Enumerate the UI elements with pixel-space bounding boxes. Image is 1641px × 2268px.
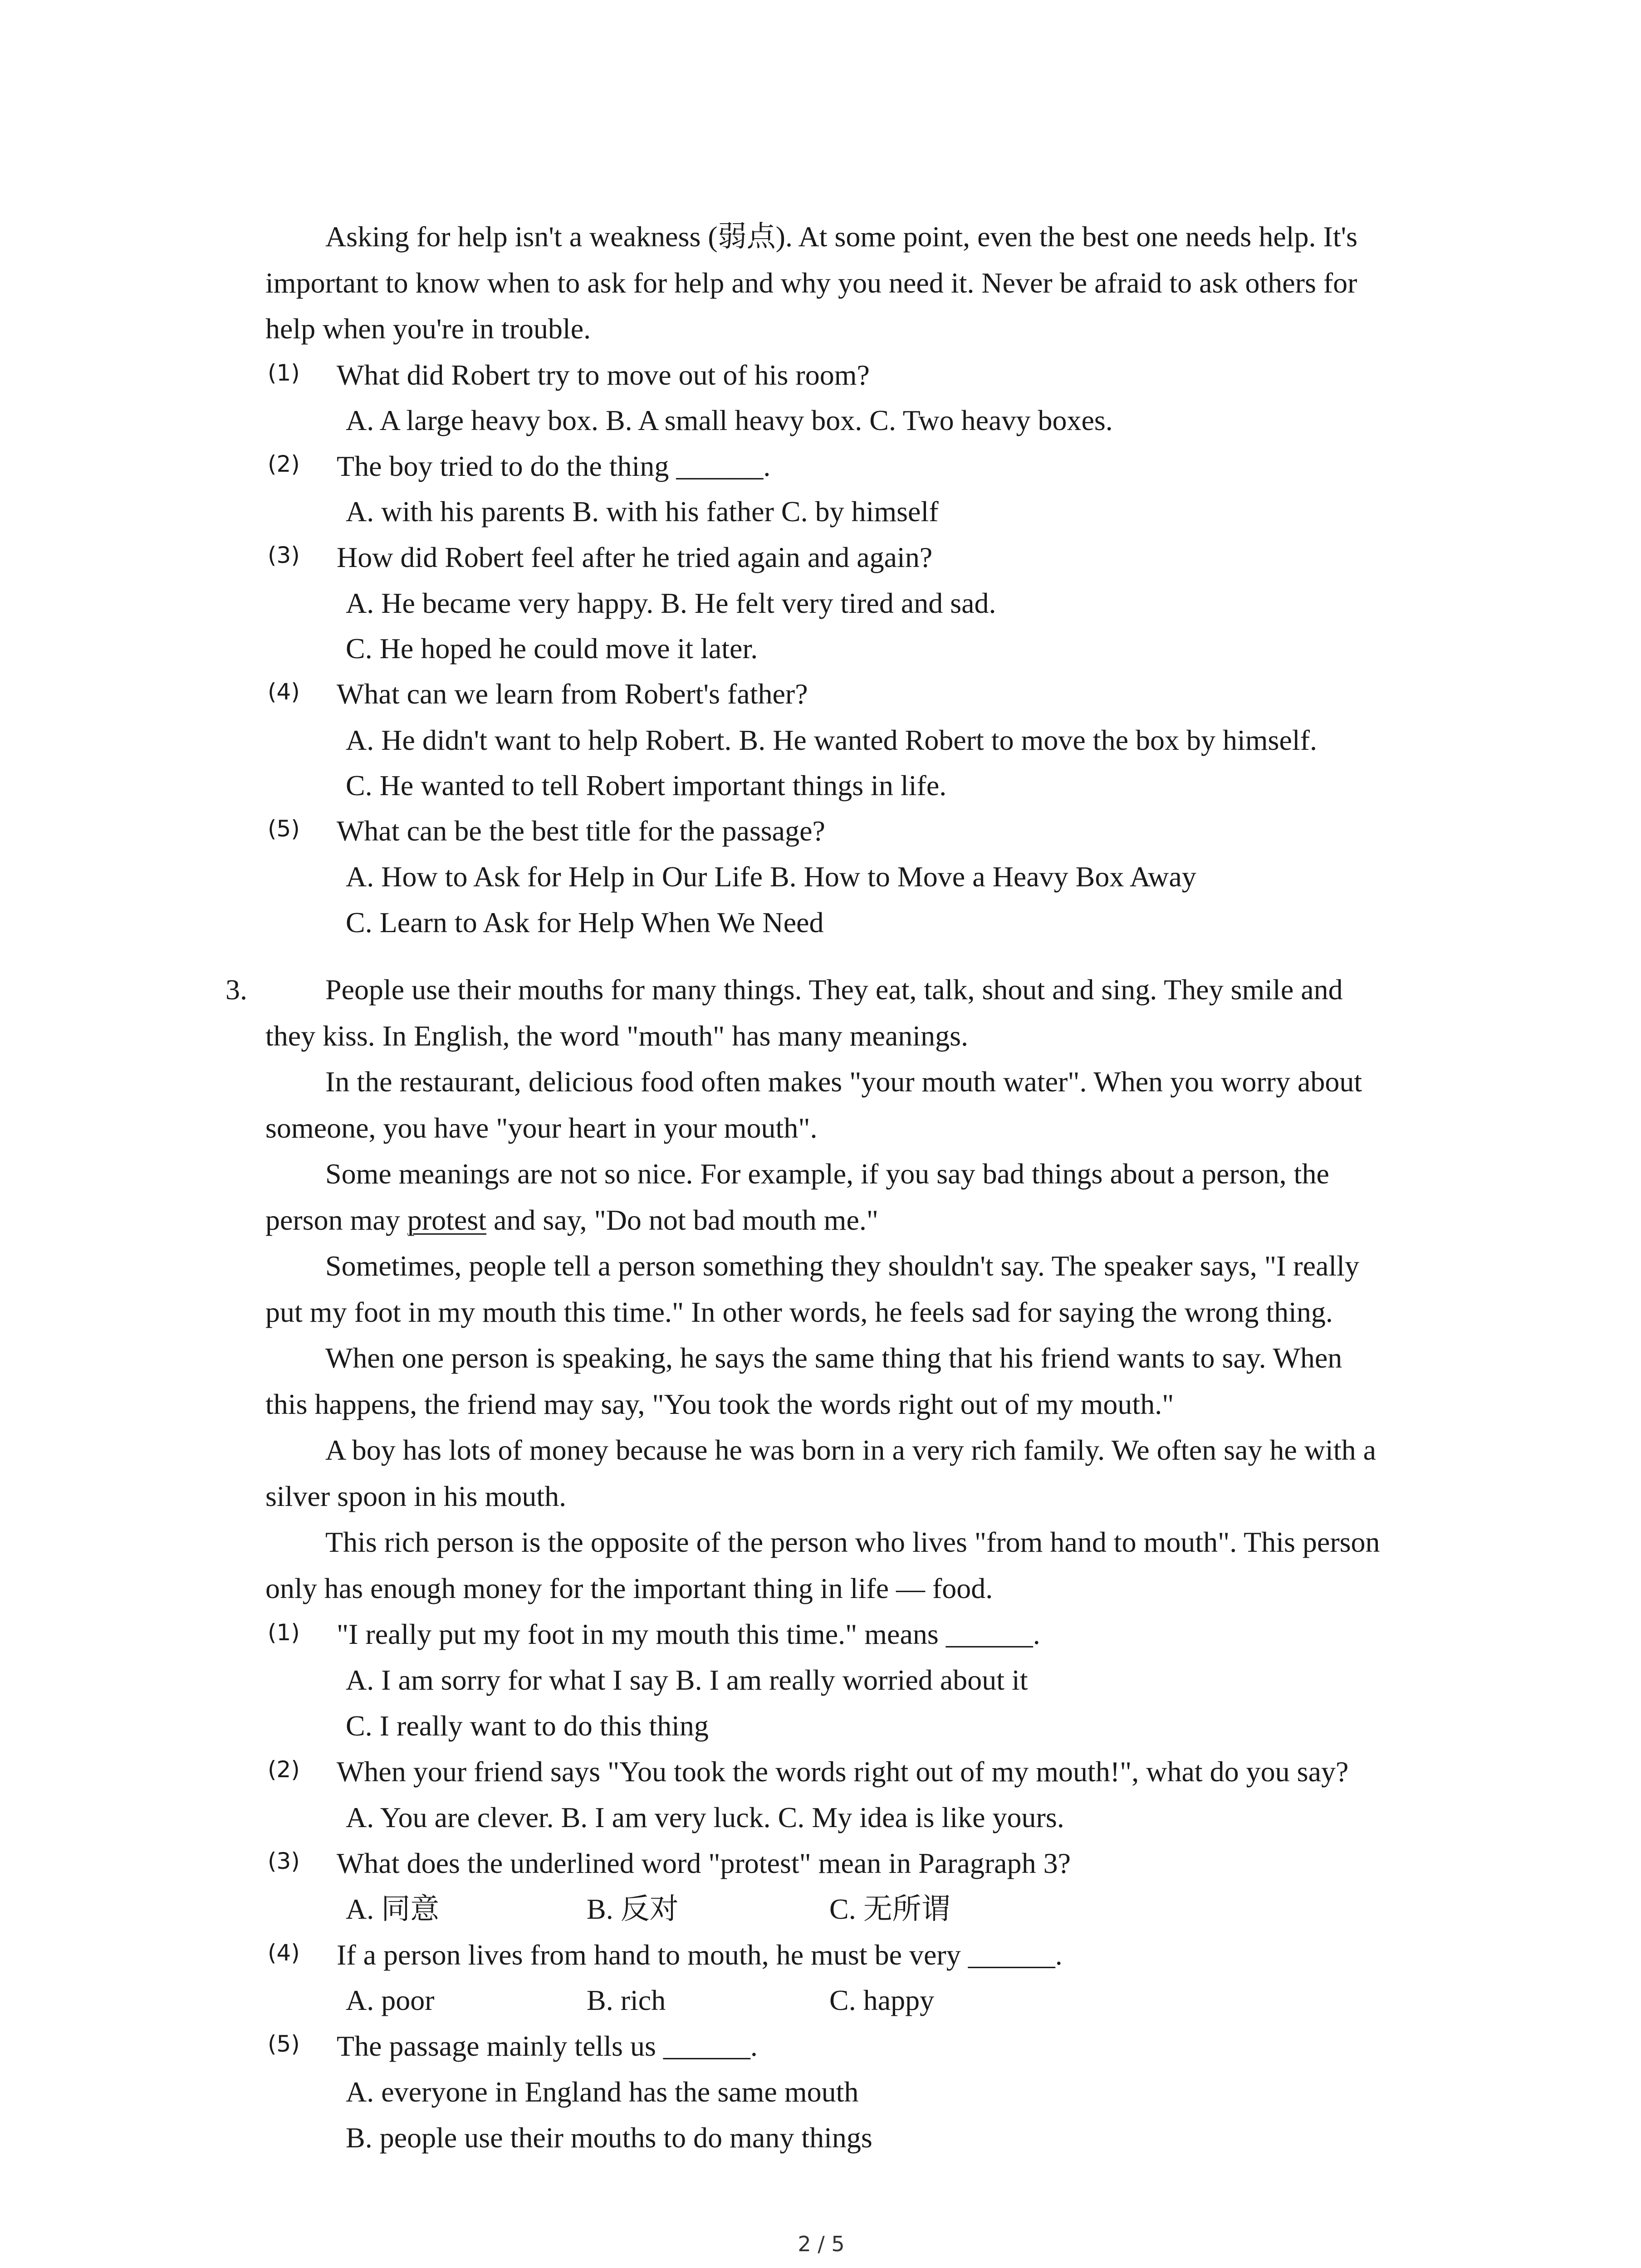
- p3-line-protest: [265, 1206, 878, 1235]
- page-number: 2 / 5: [798, 2232, 845, 2256]
- answer-options: A. with his parents B. with his father C. by himself: [346, 495, 939, 528]
- p3-line: they kiss. In English, the word "mouth" has many meanings.: [265, 1020, 968, 1052]
- answer-option-a: A. poor: [346, 1984, 435, 2016]
- question-number: (5): [268, 2031, 300, 2057]
- answer-option-c: C. happy: [829, 1984, 935, 2016]
- p3-line: put my foot in my mouth this time." In other words, he feels sad for saying the wrong thing.: [265, 1296, 1333, 1328]
- answer-options: A. How to Ask for Help in Our Life B. How to Move a Heavy Box Away: [346, 860, 1196, 893]
- question-number: (2): [268, 1756, 300, 1783]
- question-stem: What does the underlined word "protest" mean in Paragraph 3?: [337, 1847, 1071, 1879]
- p3-line: only has enough money for the important thing in life — food.: [265, 1572, 993, 1604]
- question-number: (1): [268, 1619, 300, 1646]
- answer-options: A. I am sorry for what I say B. I am really worried about it: [346, 1664, 1028, 1696]
- question-number: (1): [268, 360, 300, 386]
- p2-paragraph-line: help when you're in trouble.: [265, 313, 591, 345]
- answer-options: C. He hoped he could move it later.: [346, 632, 758, 665]
- answer-options: A. A large heavy box. B. A small heavy box. C. Two heavy boxes.: [346, 404, 1113, 436]
- answer-options: B. people use their mouths to do many things: [346, 2121, 872, 2154]
- question-stem: The boy tried to do the thing ______.: [337, 450, 771, 482]
- answer-option-a: A. 同意: [346, 1893, 440, 1925]
- answer-options: A. He became very happy. B. He felt very tired and sad.: [346, 587, 996, 619]
- underlined-word-protest: protest: [407, 1204, 486, 1236]
- answer-option-c: C. 无所谓: [829, 1893, 950, 1925]
- p3-line: In the restaurant, delicious food often makes "your mouth water". When you worry about: [325, 1066, 1362, 1098]
- question-number: (3): [268, 1848, 300, 1874]
- question-number: (5): [268, 816, 300, 842]
- question-number: (4): [268, 679, 300, 705]
- question-stem: What did Robert try to move out of his room?: [337, 359, 870, 391]
- p3-line-text: person may: [265, 1204, 407, 1236]
- answer-option-b: B. rich: [587, 1984, 666, 2016]
- p3-line: When one person is speaking, he says the same thing that his friend wants to say. When: [325, 1342, 1342, 1374]
- p3-line: Sometimes, people tell a person something they shouldn't say. The speaker says, "I really: [325, 1250, 1359, 1282]
- p3-line: People use their mouths for many things. They eat, talk, shout and sing. They smile and: [325, 973, 1343, 1006]
- answer-options: A. You are clever. B. I am very luck. C. My idea is like yours.: [346, 1801, 1064, 1833]
- question-number: (2): [268, 451, 300, 477]
- p2-paragraph-line: Asking for help isn't a weakness (弱点). At some point, even the best one needs help. It's: [325, 220, 1358, 253]
- answer-options: C. He wanted to tell Robert important things in life.: [346, 769, 947, 802]
- question-stem: The passage mainly tells us ______.: [337, 2030, 758, 2062]
- passage-number: 3.: [225, 973, 247, 1006]
- p3-line: someone, you have "your heart in your mouth".: [265, 1112, 818, 1144]
- p3-line: silver spoon in his mouth.: [265, 1480, 567, 1512]
- question-stem: When your friend says "You took the words right out of my mouth!", what do you say?: [337, 1755, 1349, 1788]
- p3-line-text: and say, "Do not bad mouth me.": [486, 1204, 878, 1236]
- question-number: (4): [268, 1940, 300, 1966]
- question-stem: What can be the best title for the passage?: [337, 815, 825, 847]
- question-stem: If a person lives from hand to mouth, he must be very ______.: [337, 1939, 1063, 1971]
- question-stem: How did Robert feel after he tried again and again?: [337, 541, 933, 573]
- p3-line: A boy has lots of money because he was born in a very rich family. We often say he with a: [325, 1434, 1376, 1466]
- p3-line: this happens, the friend may say, "You took the words right out of my mouth.": [265, 1388, 1174, 1420]
- answer-option-b: B. 反对: [587, 1893, 679, 1925]
- question-stem: "I really put my foot in my mouth this time." means ______.: [337, 1618, 1040, 1650]
- p2-paragraph-line: important to know when to ask for help and why you need it. Never be afraid to ask others for: [265, 267, 1357, 299]
- question-stem: What can we learn from Robert's father?: [337, 678, 808, 710]
- p3-line: Some meanings are not so nice. For example, if you say bad things about a person, the: [325, 1158, 1329, 1190]
- answer-options: A. everyone in England has the same mouth: [346, 2076, 859, 2108]
- answer-options: C. Learn to Ask for Help When We Need: [346, 906, 824, 938]
- answer-options: A. He didn't want to help Robert. B. He wanted Robert to move the box by himself.: [346, 724, 1317, 756]
- question-number: (3): [268, 542, 300, 568]
- p3-line: This rich person is the opposite of the person who lives "from hand to mouth". This person: [325, 1526, 1380, 1558]
- answer-options: C. I really want to do this thing: [346, 1710, 709, 1742]
